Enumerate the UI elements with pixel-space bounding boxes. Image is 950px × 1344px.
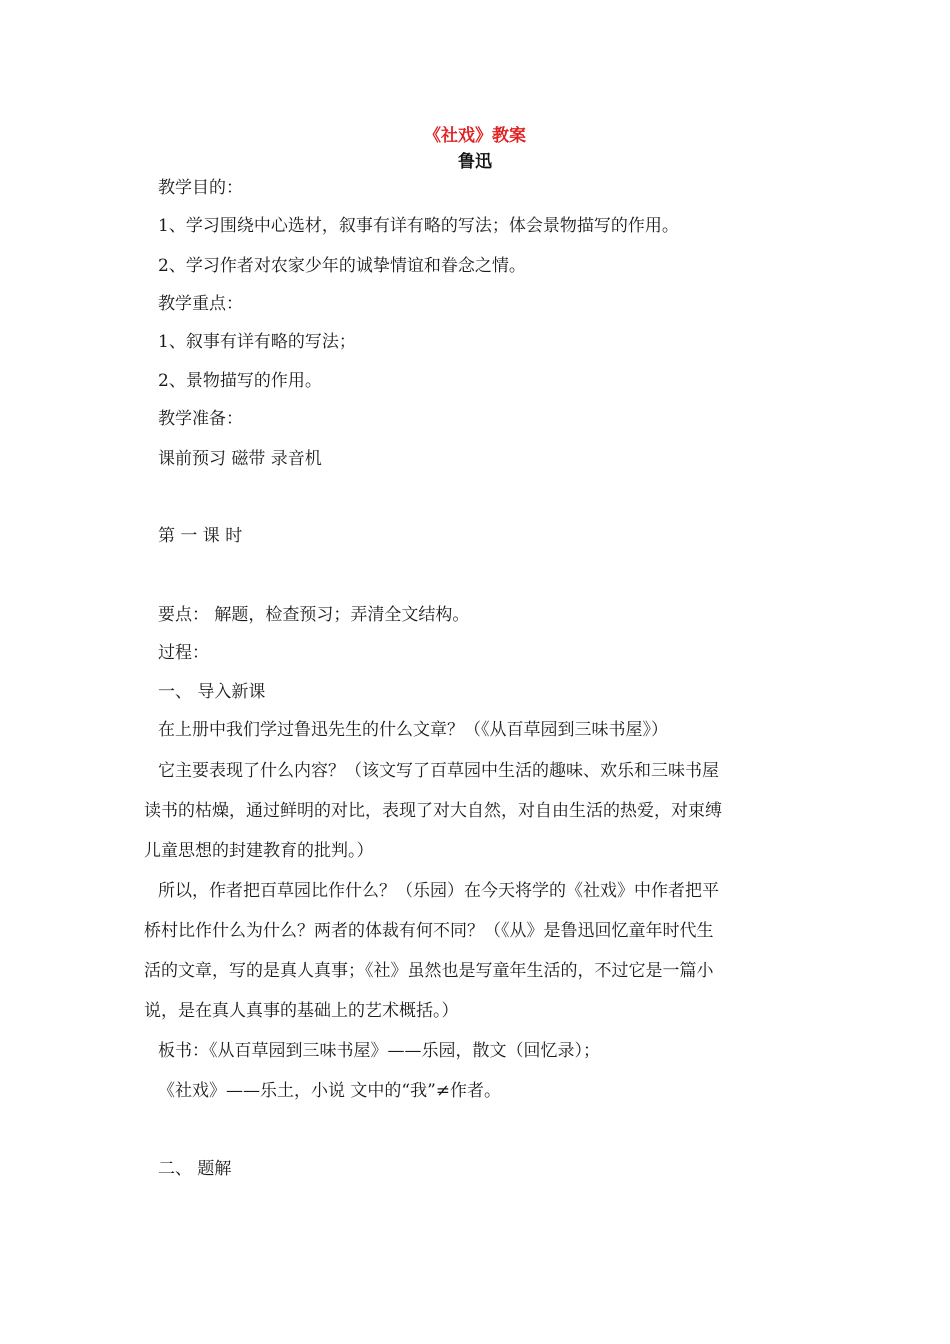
- objective-item-2: 2、学习作者对农家少年的诚挚情谊和眷念之情。: [158, 256, 526, 276]
- paragraph-line: 它主要表现了什么内容？（该文写了百草园中生活的趣味、欢乐和三味书屋: [158, 761, 719, 781]
- section-heading-title-explanation: 二、 题解: [158, 1159, 232, 1179]
- preparation-items: 课前预习 磁带 录音机: [158, 449, 322, 469]
- paragraph-line: 活的文章，写的是真人真事；《社》虽然也是写童年生活的，不过它是一篇小: [144, 961, 714, 981]
- paragraph-line: 儿童思想的封建教育的批判。）: [144, 841, 374, 861]
- blackboard-note-line: 板书：《从百草园到三味书屋》——乐园，散文（回忆录）；: [158, 1041, 600, 1061]
- key-point-item-2: 2、景物描写的作用。: [158, 371, 322, 391]
- document-author: 鲁迅: [458, 152, 492, 172]
- paragraph-line: 说，是在真人真事的基础上的艺术概括。）: [144, 1001, 459, 1021]
- paragraph-line: 在上册中我们学过鲁迅先生的什么文章？（《从百草园到三味书屋》）: [158, 720, 668, 740]
- key-point-item-1: 1、叙事有详有略的写法；: [158, 332, 356, 352]
- lesson-key-points: 要点： 解题，检查预习；弄清全文结构。: [158, 605, 470, 625]
- paragraph-line: 桥村比作什么为什么？两者的体裁有何不同？（《从》是鲁迅回忆童年时代生: [144, 921, 714, 941]
- section-heading-introduction: 一、 导入新课: [158, 682, 266, 702]
- heading-process: 过程：: [158, 643, 209, 663]
- blackboard-note-line: 《社戏》——乐土，小说 文中的“我”≠作者。: [158, 1081, 502, 1101]
- lesson-period-heading: 第 一 课 时: [158, 526, 243, 546]
- heading-preparation: 教学准备：: [158, 409, 243, 429]
- paragraph-line: 所以，作者把百草园比作什么？（乐园）在今天将学的《社戏》中作者把平: [158, 881, 719, 901]
- heading-objectives: 教学目的：: [158, 178, 243, 198]
- objective-item-1: 1、学习围绕中心选材，叙事有详有略的写法；体会景物描写的作用。: [158, 216, 679, 236]
- paragraph-line: 读书的枯燥，通过鲜明的对比，表现了对大自然，对自由生活的热爱，对束缚: [144, 801, 722, 821]
- document-title: 《社戏》教案: [424, 126, 526, 146]
- heading-key-points: 教学重点：: [158, 294, 243, 314]
